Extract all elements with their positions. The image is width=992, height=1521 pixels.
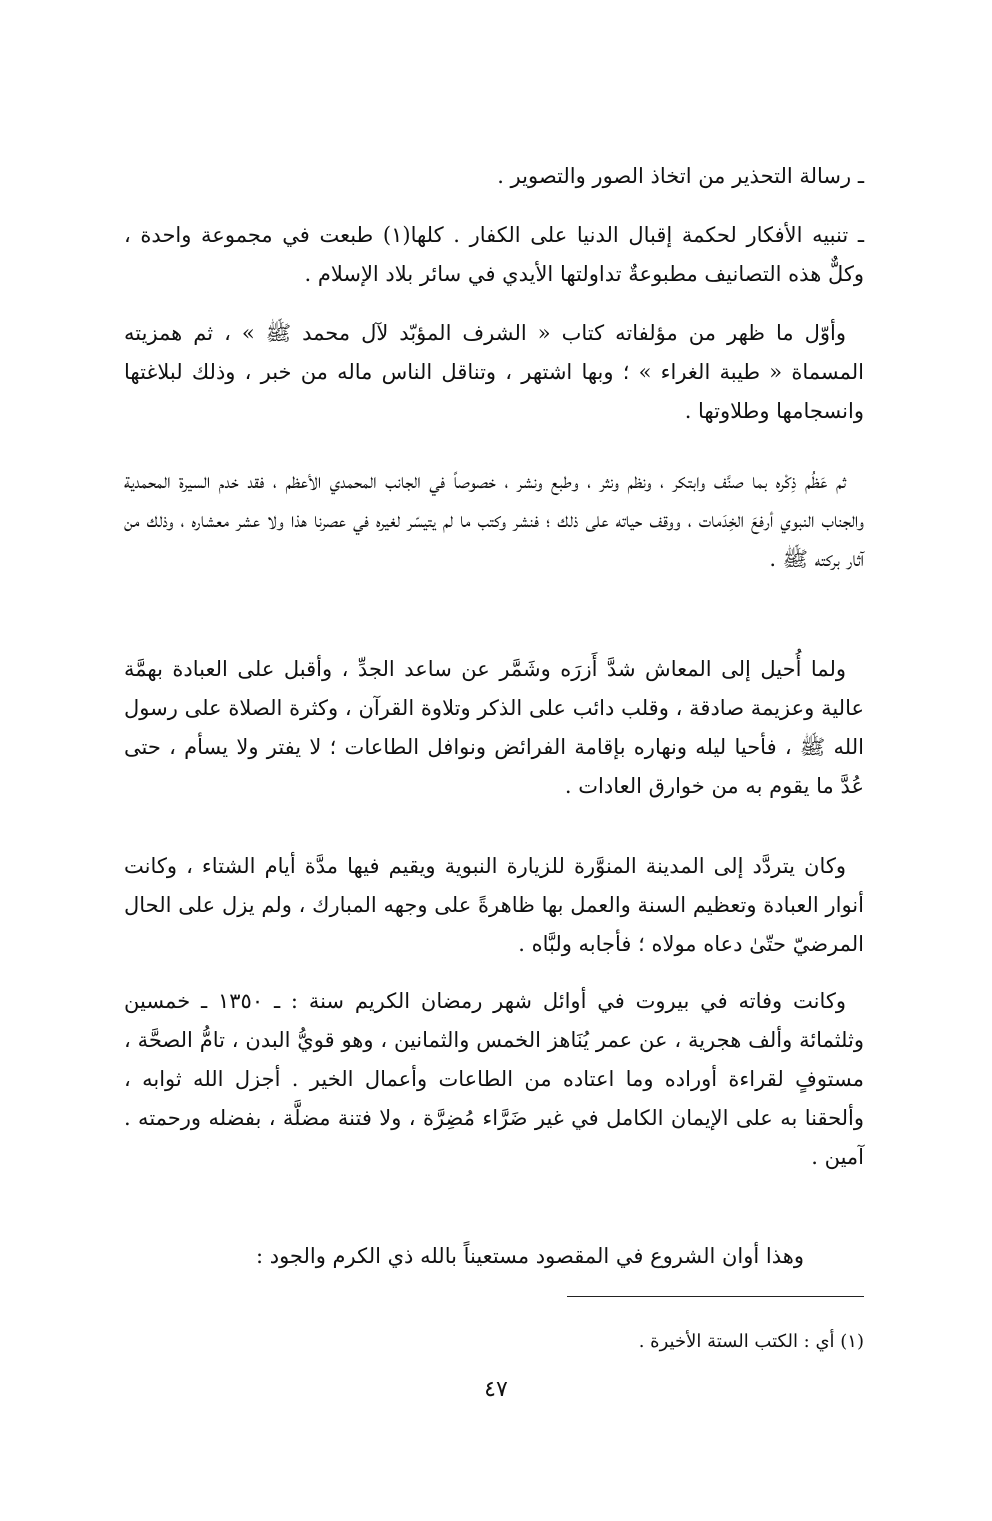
paragraph-transition — [124, 1237, 864, 1276]
paragraph-collection-note — [124, 216, 864, 294]
paragraph-text: ـ رسالة التحذير من اتخاذ الصور والتصوير . — [497, 164, 864, 188]
paragraph-text: وهذا أوان الشروع في المقصود مستعيناً بالله ذي الكرم والجود : — [255, 1244, 804, 1268]
paragraph-death — [124, 982, 864, 1177]
paragraph-retirement — [124, 650, 864, 806]
paragraph-text: ـ تنبيه الأفكار لحكمة إقبال الدنيا على الكفار . كلها(١) طبعت في مجموعة واحدة ، وكلٌّ هذه التصانيف مطبوعةٌ تداولتها الأيدي في سائر بلاد الإسلام . — [124, 223, 865, 286]
paragraph-text: وكان يتردَّد إلى المدينة المنوَّرة للزيارة النبوية ويقيم فيها مدَّة أيام الشتاء ، وكانت أنوار العبادة وتعظيم السنة والعمل بها ظاهرةً على وجهه المبارك ، ولم يزل على الحال المرضيّ حتّىٰ دعاه مولاه ؛ فأجابه ولبَّاه . — [124, 854, 864, 956]
paragraph-text: ثم عَظُم ذِكْره بما صنَّف وابتكر ، ونظم ونثر ، وطبع ونشر ، خصوصاً في الجانب المحمدي الأعظم ، فقد خدم السيرة المحمدية والجناب النبوي أرفعَ الخِدَمات ، ووقف حياته على ذلك ؛ فنشر وكتب ما لم يتيسّر لغيره في عصرنا هذا ولا عشر معشاره ، وذلك من آثار بركته ﷺ . — [124, 469, 864, 571]
paragraph-medina-visits — [124, 847, 864, 964]
paragraph-text: ولما أُحيل إلى المعاش شدَّ أَزرَه وشَمَّر عن ساعد الجدِّ ، وأقبل على العبادة بهمَّة عالية وعزيمة صادقة ، وقلب دائب على الذكر وتلاوة القرآن ، وكثرة الصلاة على رسول الله ﷺ ، فأحيا ليله ونهاره بإقامة الفرائض ونوافل الطاعات ؛ لا يفتر ولا يسأم ، حتى عُدَّ ما يقوم به من خوارق العادات . — [124, 657, 864, 798]
paragraph-text: وكانت وفاته في بيروت في أوائل شهر رمضان الكريم سنة : ـ ١٣٥٠ ـ خمسين وثلثمائة وألف هجرية ، عن عمر يُنَاهز الخمس والثمانين ، وهو قويُّ البدن ، تامُّ الصحَّة ، مستوفٍ لقراءة أوراده وما اعتاده من الطاعات وأعمال الخير . أجزل الله ثوابه ، وألحقنا به على الإيمان الكامل في غير ضَرَّاء مُضِرَّة ، ولا فتنة مضلَّة ، بفضله ورحمته . آمين . — [124, 989, 864, 1169]
paragraph-text: وأوّل ما ظهر من مؤلفاته كتاب « الشرف المؤبّد لآل محمد ﷺ » ، ثم همزيته المسماة « طيبة الغراء » ؛ وبها اشتهر ، وتناقل الناس ماله من خبر ، وذلك لبلاغتها وانسجامها وطلاوتها . — [124, 321, 864, 423]
footnote: (١) أي : الكتب الستة الأخيرة . — [638, 1331, 864, 1352]
paragraph-fame — [124, 462, 864, 579]
paragraph-treatise-list-item — [124, 157, 864, 196]
footnote-divider — [567, 1296, 864, 1297]
paragraph-first-work — [124, 314, 864, 431]
page-number: ٤٧ — [484, 1377, 508, 1402]
